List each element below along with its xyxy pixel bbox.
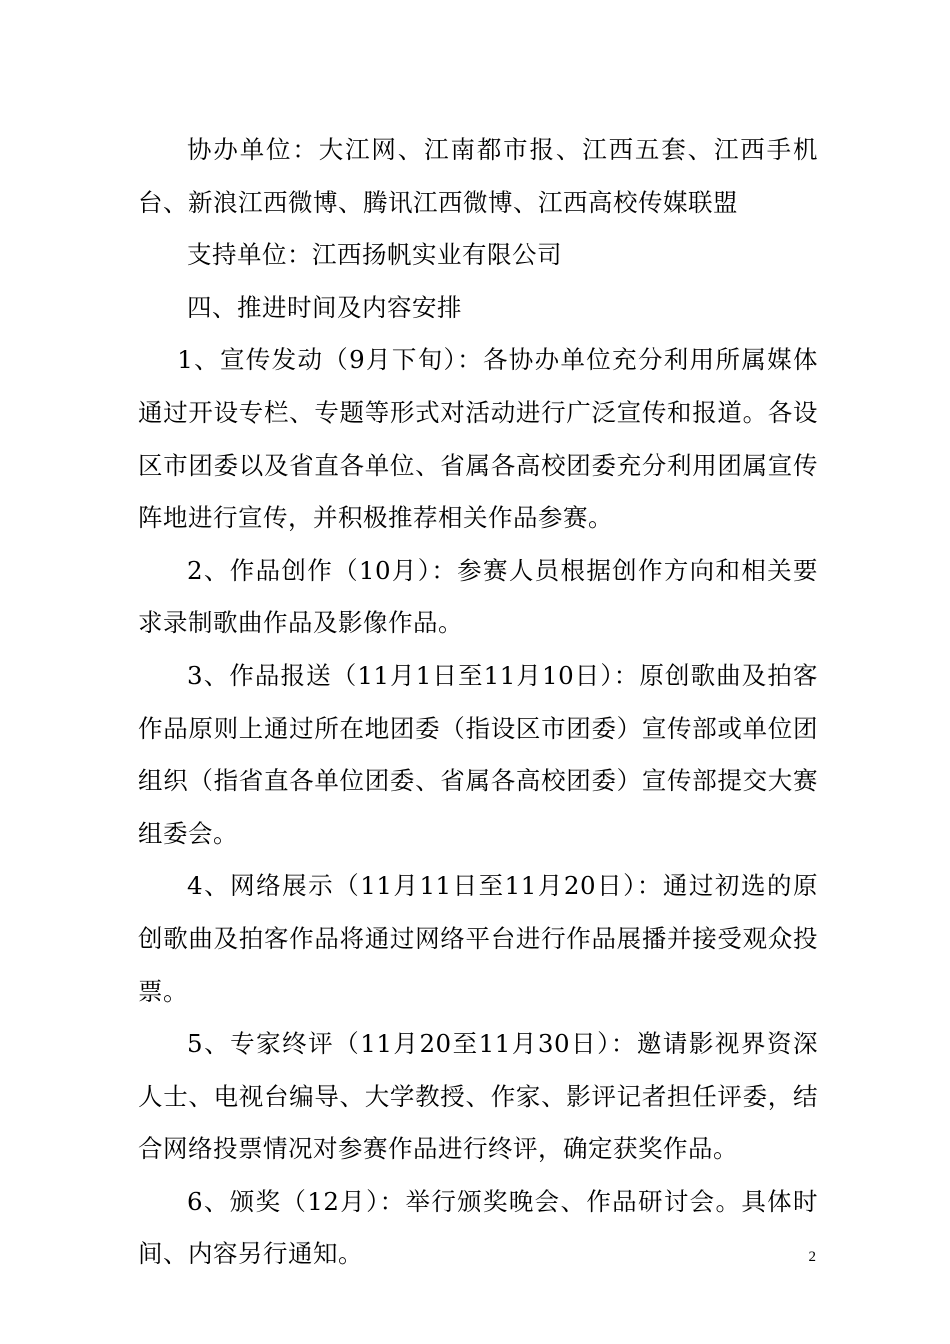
schedule-item-expert-review: 5、专家终评（11月20至11月30日）：邀请影视界资深人士、电视台编导、大学教授、作家、影评记者担任评委，结合网络投票情况对参赛作品进行终评，确定获奖作品。 bbox=[138, 1029, 818, 1164]
schedule-item-online-display: 4、网络展示（11月11日至11月20日）：通过初选的原创歌曲及拍客作品将通过网络平台进行作品展播并接受观众投票。 bbox=[138, 871, 818, 1006]
document-body bbox=[138, 124, 818, 1281]
schedule-item-publicity: 1、宣传发动（9月下旬）：各协办单位充分利用所属媒体通过开设专栏、专题等形式对活动进行广泛宣传和报道。各设区市团委以及省直各单位、省属各高校团委充分利用团属宣传阵地进行宣传，并积极推荐相关作品参赛。 bbox=[138, 345, 818, 533]
section-heading: 四、推进时间及内容安排 bbox=[187, 292, 462, 322]
schedule-item-submission: 3、作品报送（11月1日至11月10日）：原创歌曲及拍客作品原则上通过所在地团委（指设区市团委）宣传部或单位团组织（指省直各单位团委、省属各高校团委）宣传部提交大赛组委会。 bbox=[138, 660, 818, 848]
supporter-paragraph: 支持单位：江西扬帆实业有限公司 bbox=[187, 240, 562, 270]
page-number: 2 bbox=[808, 1249, 816, 1265]
schedule-item-creation: 2、作品创作（10月）：参赛人员根据创作方向和相关要求录制歌曲作品及影像作品。 bbox=[138, 555, 818, 638]
co-organizers-paragraph: 协办单位：大江网、江南都市报、江西五套、江西手机台、新浪江西微博、腾讯江西微博、江西高校传媒联盟 bbox=[138, 135, 818, 217]
schedule-item-award: 6、颁奖（12月）：举行颁奖晚会、作品研讨会。具体时间、内容另行通知。 bbox=[138, 1186, 818, 1269]
